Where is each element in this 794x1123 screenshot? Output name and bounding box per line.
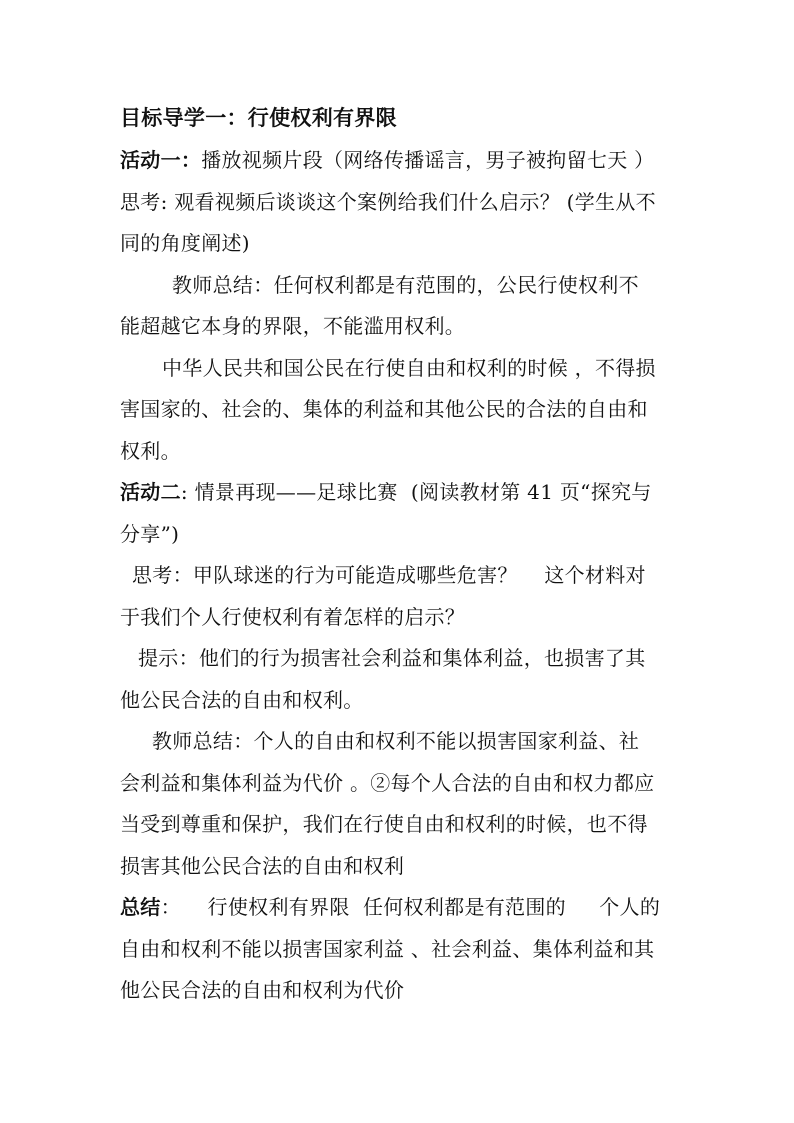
- constitution-line-1: 中华人民共和国公民在行使自由和权利的时候 ，不得损: [162, 355, 656, 380]
- constitution-line-3: 权利。: [120, 438, 181, 463]
- hint-line-1: 提示：他们的行为损害社会利益和集体利益，也损害了其: [138, 646, 646, 670]
- conclusion-line-3: 他公民合法的自由和权利为代价: [120, 978, 405, 1002]
- activity-two-text: : 情景再现——足球比赛 (阅读教材第 41 页“探究与: [180, 480, 652, 504]
- conclusion-label: 总结: [120, 895, 161, 919]
- activity-two-line-2: 分享”): [120, 521, 180, 546]
- think-one-line-2: 同的角度阐述): [120, 231, 250, 255]
- activity-two-label: 活动二: [120, 480, 181, 504]
- think-one-line-1: 思考: 观看视频后谈谈这个案例给我们什么启示？ (学生从不: [120, 189, 656, 214]
- activity-two: [120, 472, 680, 514]
- activity-one-text: 播放视频片段（网络传播谣言，男子被拘留七天 ）: [201, 148, 655, 172]
- constitution-line-2: 害国家的、社会的、集体的利益和其他公民的合法的自由和: [120, 397, 648, 421]
- teacher-summary-two-line-1: 教师总结：个人的自由和权利不能以损害国家利益、社: [152, 729, 640, 753]
- teacher-summary-one-line-1: 教师总结：任何权利都是有范围的，公民行使权利不: [172, 272, 639, 297]
- hint-line-2: 他公民合法的自由和权利。: [120, 687, 364, 712]
- conclusion-text: ： 行使权利有界限 任何权利都是有范围的 个人的: [160, 895, 661, 919]
- teacher-summary-two-line-3: 当受到尊重和保护，我们在行使自由和权利的时候，也不得: [120, 812, 648, 836]
- document-page: [120, 96, 680, 1012]
- section-title: 目标导学一：行使权利有界限: [120, 105, 397, 130]
- teacher-summary-two-line-4: 损害其他公民合法的自由和权利: [120, 853, 405, 878]
- teacher-summary-two-line-2: 会利益和集体利益为代价 。②每个人合法的自由和权力都应: [120, 770, 655, 795]
- activity-one: [120, 140, 680, 182]
- conclusion: [120, 887, 680, 929]
- think-two-line-2: 于我们个人行使权利有着怎样的启示？: [120, 604, 466, 629]
- activity-one-label: 活动一：: [120, 148, 202, 172]
- teacher-summary-one-line-2: 能超越它本身的界限，不能滥用权利。: [120, 314, 466, 338]
- think-two-line-1: 思考：甲队球迷的行为可能造成哪些危害？ 这个材料对: [132, 563, 646, 587]
- conclusion-line-2: 自由和权利不能以损害国家利益 、社会利益、集体利益和其: [120, 936, 655, 961]
